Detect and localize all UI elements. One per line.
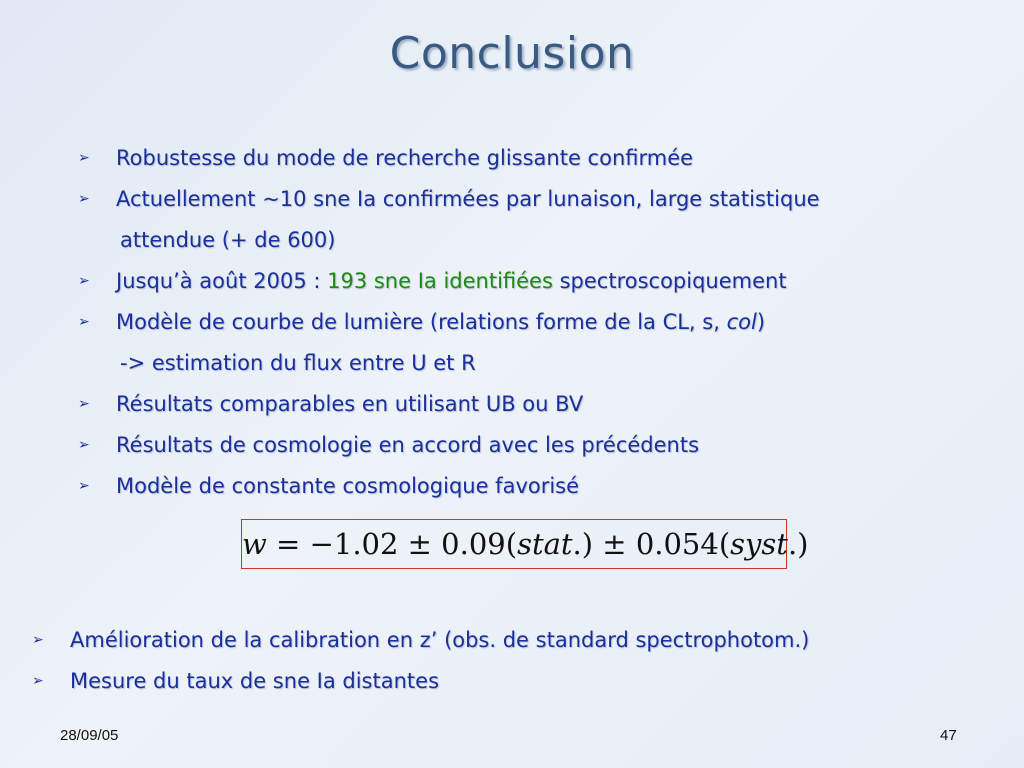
bullet-continuation [78,220,1018,261]
bullet-item [78,466,1018,507]
bullet-item [32,620,1022,661]
italic-text: col [726,310,757,334]
bullet-item [32,661,1022,702]
bullet-item [78,384,1018,425]
equation-variable: w [242,527,267,561]
bullet-text: Résultats comparables en utilisant UB ou BV [116,392,584,416]
bullet-item [78,425,1018,466]
bullet-item [78,302,1018,343]
bullet-text-prefix: Jusqu’à août 2005 : [116,269,328,293]
slide-title: Conclusion [389,28,635,79]
footer-date: 28/09/05 [60,727,119,744]
arrow-bullet-icon: ➢ [78,396,90,412]
equation-part: .) [787,527,809,561]
bullet-text: Amélioration de la calibration en z’ (obs. de standard spectrophotom.) [70,628,810,652]
bullet-item [78,261,1018,302]
page-number: 47 [940,727,957,744]
highlight-text: 193 sne Ia identifiées [327,269,553,293]
bullet-item [78,138,1018,179]
arrow-bullet-icon: ➢ [32,673,44,689]
arrow-bullet-icon: ➢ [78,478,90,494]
bullet-text [116,302,765,343]
equation-box [241,519,809,569]
bullet-text-suffix: ) [756,310,766,334]
arrow-bullet-icon: ➢ [78,150,90,166]
bullet-text: Mesure du taux de sne Ia distantes [70,669,440,693]
arrow-bullet-icon: ➢ [32,632,44,648]
arrow-bullet-icon: ➢ [78,273,90,289]
bullet-text: Modèle de constante cosmologique favorisé [116,474,580,498]
bullet-text-prefix: Modèle de courbe de lumière (relations forme de la CL, s, [116,310,727,334]
bullet-list [78,138,1018,507]
bullet-list-bottom [32,620,1022,702]
bullet-text: Actuellement ~10 sne Ia confirmées par lunaison, large statistique [116,187,820,211]
equation-syst: syst [730,527,788,561]
arrow-bullet-icon: ➢ [78,314,90,330]
bullet-text: -> estimation du flux entre U et R [120,351,476,375]
bullet-text-suffix: spectroscopiquement [552,269,787,293]
bullet-text: Résultats de cosmologie en accord avec les précédents [116,433,700,457]
bullet-item [78,179,1018,220]
bullet-text: Robustesse du mode de recherche glissante confirmée [116,146,694,170]
equation-stat: stat [517,527,573,561]
bullet-text [116,261,787,302]
equation-part: = −1.02 ± 0.09( [266,527,518,561]
bullet-continuation [78,343,1018,384]
equation-part: .) ± 0.054( [572,527,731,561]
arrow-bullet-icon: ➢ [78,191,90,207]
arrow-bullet-icon: ➢ [78,437,90,453]
bullet-text: attendue (+ de 600) [120,228,336,252]
